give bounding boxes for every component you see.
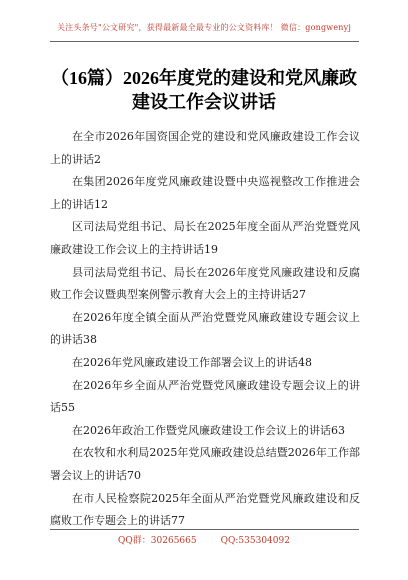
footer-qq: QQ:535304092 (220, 536, 290, 546)
toc-item[interactable]: 在2026年党风廉政建设工作部署会议上的讲话48 (72, 355, 312, 369)
toc-item[interactable]: 在农牧和水利局2025年党风廉政建设总结暨2026年工作部署会议上的讲话70 (50, 446, 360, 482)
toc-item[interactable]: 在市人民检察院2025年全面从严治党暨党风廉政建设和反腐败工作专题会上的讲话77 (50, 491, 360, 528)
toc-item[interactable]: 在集团2026年度党风廉政建设暨中央巡视整改工作推进会上的讲话12 (50, 175, 360, 211)
toc-item[interactable]: 在2026年政治工作暨党风廉政建设工作会议上的讲话63 (72, 423, 345, 437)
header-divider (50, 41, 359, 42)
footer-qq-group: QQ群：30265665 (118, 536, 197, 546)
toc-item[interactable]: 在2026年度全镇全面从严治党暨党风廉政建设专题会议上的讲话38 (50, 310, 360, 347)
footer-divider (50, 529, 359, 530)
toc-item[interactable]: 在全市2026年国资国企党的建设和党风廉政建设工作会议上的讲话2 (50, 130, 360, 166)
toc-item[interactable]: 区司法局党组书记、局长在2025年度全面从严治党暨党风廉政建设工作会议上的主持讲话19 (50, 220, 360, 256)
document-title (0, 66, 408, 114)
document-title-line-1: （16篇）2026年度党的建设和党风廉政 (51, 68, 357, 88)
header-promo-note: 关注头条号"公文研究"，获得最新最全最专业的公文资料库！ 微信：gongwenyj (56, 23, 352, 32)
footer-contact (0, 535, 408, 547)
toc-item[interactable]: 在2026年乡全面从严治党暨党风廉政建设专题会议上的讲话55 (50, 378, 360, 415)
toc-item[interactable]: 县司法局党组书记、局长在2026年度党风廉政建设和反腐败工作会议暨典型案例警示教育大会上的主持讲话27 (50, 265, 360, 302)
document-title-line-2: 建设工作会议讲话 (132, 92, 276, 112)
table-of-contents (50, 126, 360, 533)
